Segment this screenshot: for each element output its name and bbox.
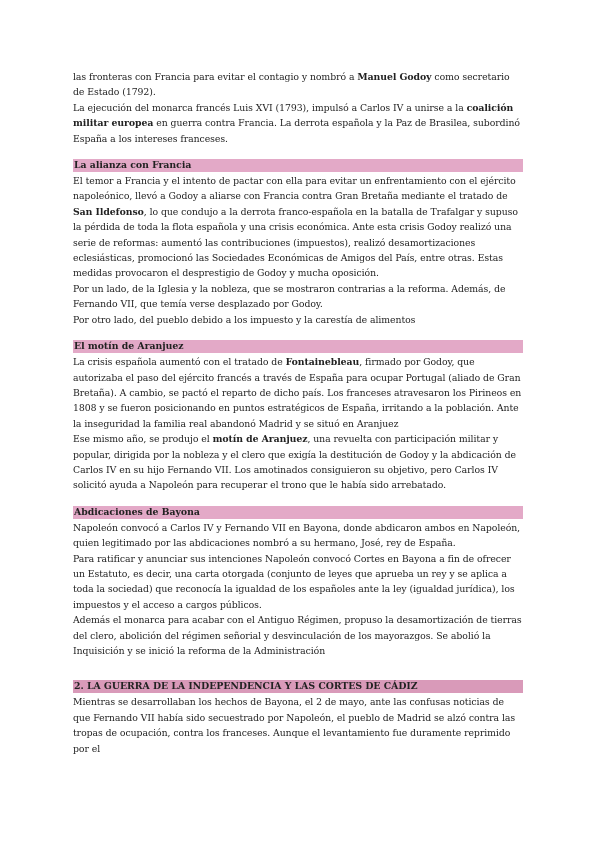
godoy-bold: Manuel Godoy — [357, 72, 432, 83]
alianza-paragraph-1: El temor a Francia y el intento de pactar con ella para evitar un enfrentamiento con el ejército napoleónico, llevó a Godoy a aliarse con Francia contra Gran Bretaña mediante el tratado de San Ildefonso, lo que condujo a la derrota franco-española en la batalla de Trafalgar y supuso la pérdida de toda la flota española y una crisis económica. Ante esta crisis Godoy realizó una serie de reformas: aumentó las contribuciones (impuestos), realizó desamortizaciones eclesiásticas, promocionó las Sociedades Económicas de Amigos del País, entre otras. Estas medidas provocaron el desprestigio de Godoy y mucha oposición. — [73, 176, 518, 280]
section-heading-motin: El motín de Aranjuez — [73, 340, 523, 353]
bayona-paragraph-1: Napoleón convocó a Carlos IV y Fernando VII en Bayona, donde abdicaron ambos en Napoleón, quien legitimado por las abdicaciones nombró a su hermano, José, rey de España. — [73, 522, 521, 550]
section-heading-guerra: 2. LA GUERRA DE LA INDEPENDENCIA Y LAS CORTES DE CÁDIZ — [73, 680, 523, 693]
motin-paragraph-2: Ese mismo año, se produjo el motín de Aranjuez, una revuelta con participación militar y popular, dirigida por la nobleza y el clero que exigía la destitución de Godoy y la abdicación de Carlos IV en su hijo Fernando VII. Los amotinados consiguieron su objetivo, pero Carlos IV solicitó ayuda a Napoleón para recuperar el trono que le había sido arrebatado. — [73, 434, 516, 492]
intro-paragraph-2: La ejecución del monarca francés Luis XVI (1793), impulsó a Carlos IV a unirse a la coalición militar europea en guerra contra Francia. La derrota española y la Paz de Brasilea, subordinó España a los intereses franceses. — [73, 102, 520, 145]
alianza-paragraph-3: Por otro lado, del pueblo debido a los impuesto y la carestía de alimentos — [73, 314, 416, 326]
alianza-paragraph-2: Por un lado, de la Iglesia y la nobleza, que se mostraron contrarias a la reforma. Además, de Fernando VII, que temía verse desplazado por Godoy. — [73, 283, 506, 311]
section-heading-alianza: La alianza con Francia — [73, 159, 523, 172]
motin-aranjuez-bold: motín de Aranjuez — [212, 434, 308, 446]
intro-paragraph-1: las fronteras con Francia para evitar el contagio y nombró a Manuel Godoy como secretario de Estado (1792). — [73, 72, 510, 99]
document-page — [73, 70, 523, 757]
guerra-paragraph-1: Mientras se desarrollaban los hechos de Bayona, el 2 de mayo, ante las confusas noticias de que Fernando VII había sido secuestrado por Napoleón, el pueblo de Madrid se alzó contra las tropas de ocupación, contra los franceses. Aunque el levantamiento fue duramente reprimido por el — [73, 697, 516, 755]
section-heading-bayona: Abdicaciones de Bayona — [73, 506, 523, 519]
coalicion-bold: coalición militar europea — [73, 102, 514, 130]
san-ildefonso-bold: San Ildefonso — [73, 206, 144, 218]
motin-paragraph-1: La crisis española aumentó con el tratado de Fontainebleau, firmado por Godoy, que autorizaba el paso del ejército francés a través de España para ocupar Portugal (aliado de Gran Bretaña). A cambio, se pactó el reparto de dicho país. Los franceses atravesaron los Pirineos en 1808 y se fueron posicionando en puntos estratégicos de España, irritando a la población. Ante la inseguridad la familia real abandonó Madrid y se situó en Aranjuez — [73, 357, 522, 430]
bayona-paragraph-2: Para ratificar y anunciar sus intenciones Napoleón convocó Cortes en Bayona a fin de ofrecer un Estatuto, es decir, una carta otorgada (conjunto de leyes que aprueba un rey y se aplica a toda la sociedad) que reconocía la igualdad de los españoles ante la ley (igualdad jurídica), los impuestos y el acceso a cargos públicos. — [73, 553, 515, 611]
bayona-paragraph-3: Además el monarca para acabar con el Antiguo Régimen, propuso la desamortización de tierras del clero, abolición del régimen señorial y desvinculación de los mayorazgos. Se abolió la Inquisición y se inició la reforma de la Administración — [73, 615, 522, 657]
fontainebleau-bold: Fontainebleau — [285, 357, 360, 369]
